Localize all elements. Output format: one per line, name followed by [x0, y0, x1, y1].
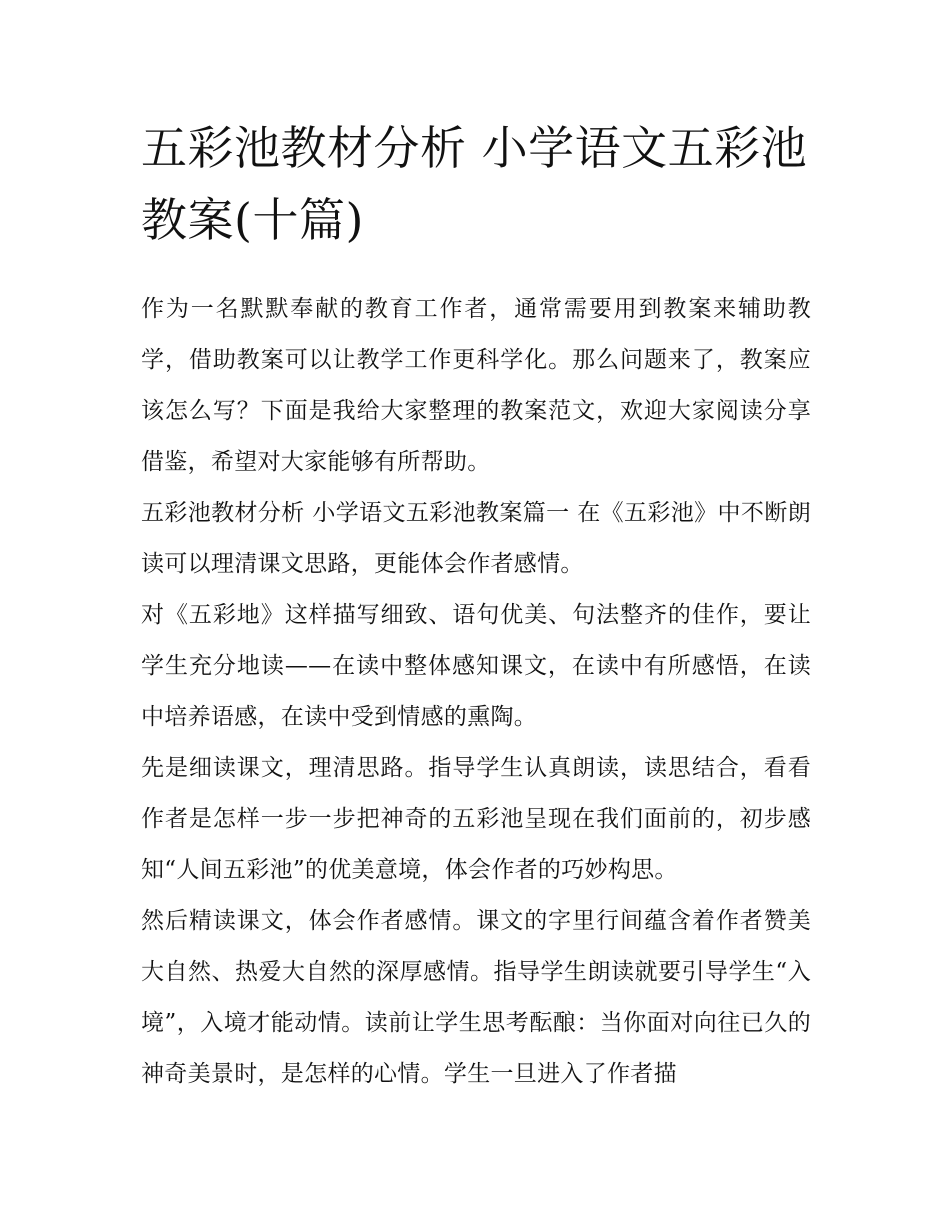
paragraph-chapter-one: 五彩池教材分析 小学语文五彩池教案篇一 在《五彩池》中不断朗读可以理清课文思路，更能体会作者感情。: [141, 500, 811, 577]
paragraph-intensive-reading: 然后精读课文，体会作者感情。课文的字里行间蕴含着作者赞美大自然、热爱大自然的深厚感情。指导学生朗读就要引导学生“入境”，入境才能动情。读前让学生思考酝酿：当你面对向往已久的神奇美景时，是怎样的心情。学生一旦进入了作者描: [141, 908, 811, 1087]
document-content: [141, 112, 811, 1100]
paragraph-close-reading: 先是细读课文，理清思路。指导学生认真朗读，读思结合，看看作者是怎样一步一步把神奇的五彩池呈现在我们面前的，初步感知“人间五彩池”的优美意境，体会作者的巧妙构思。: [141, 755, 811, 883]
paragraph-reading-method: 对《五彩地》这样描写细致、语句优美、句法整齐的佳作，要让学生充分地读——在读中整体感知课文，在读中有所感悟，在读中培养语感，在读中受到情感的熏陶。: [141, 602, 811, 730]
document-body: [141, 284, 811, 1100]
document-title: 五彩池教材分析 小学语文五彩池教案(十篇): [141, 121, 808, 247]
paragraph-intro: 作为一名默默奉献的教育工作者，通常需要用到教案来辅助教学，借助教案可以让教学工作更科学化。那么问题来了，教案应该怎么写？下面是我给大家整理的教案范文，欢迎大家阅读分享借鉴，希望对大家能够有所帮助。: [141, 296, 811, 475]
